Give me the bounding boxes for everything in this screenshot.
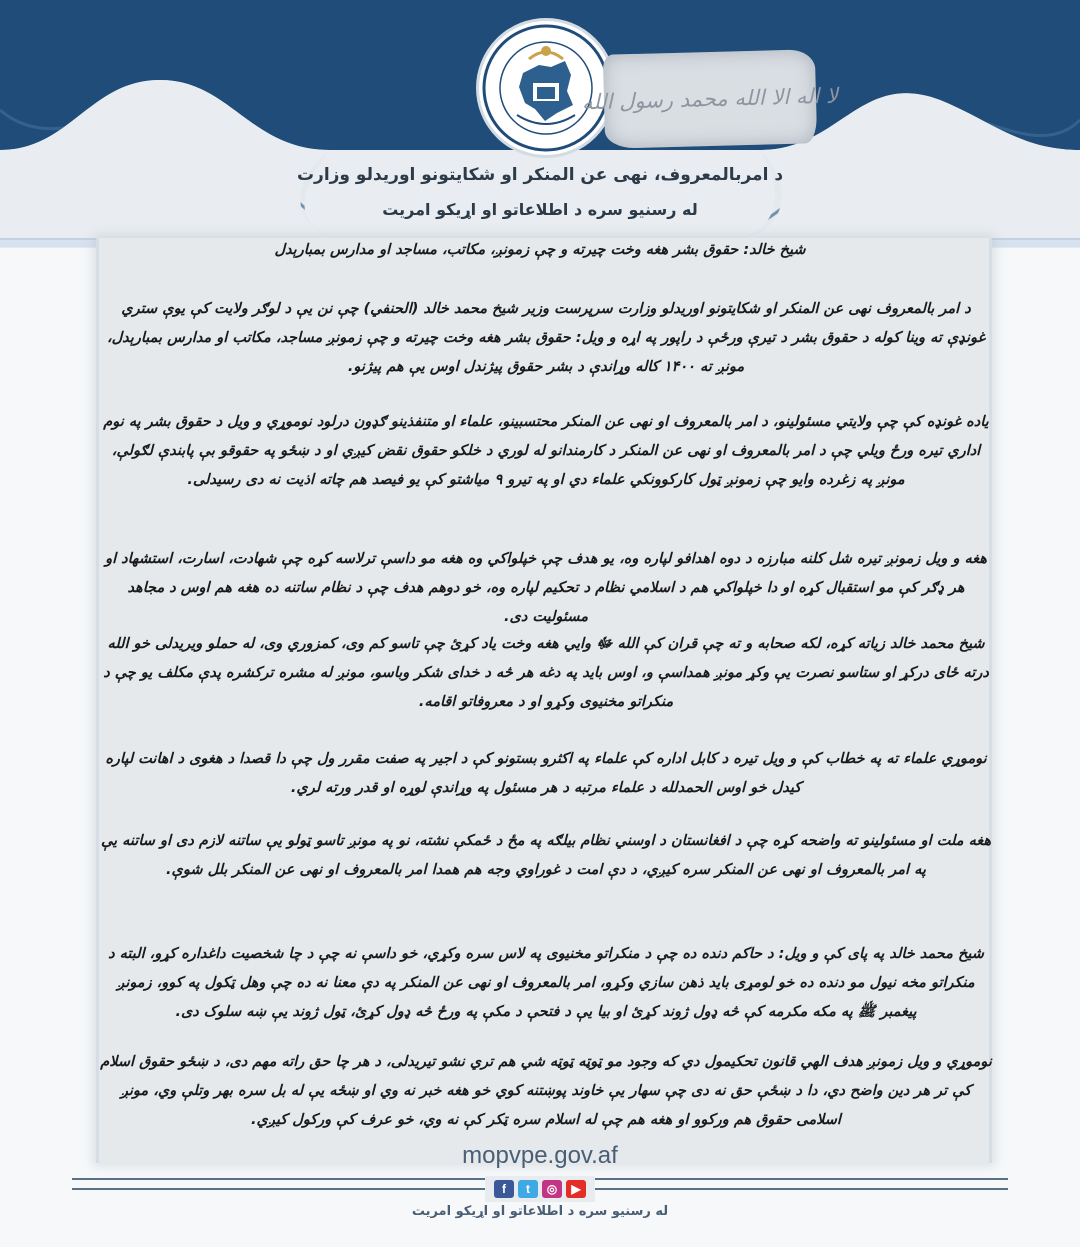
paragraph-4: شيخ محمد خالد زياته کړه، لکه صحابه و ته چې قران کې الله ﷻ وايي هغه وخت ياد کړئ چې تاسو کم وی، کمزوري وی، له حملو ويريدلی خو الله درته ځای درکړ او ستاسو نصرت يې وکړ مونږ همداسې و، اوس بايد په دغه هر څه د خدای شکر وباسو، مونږ له مشره ترکشره پدې مکلف يو چې د منکراتو مخنيوی وکړو او د معروفاتو اقامه. [103,636,989,710]
paragraph-5: نوموړي علماء ته په خطاب کې و ويل تيره د کابل اداره کې علماء په اکثرو بستونو کې د اجير په صفت مقرر ول چې دا قصدا د هغوی د اهانت لپاره کيدل خو اوس الحمدلله د علماء مرتبه د هر مسئول په وړاندې لوړه او قدر ورته لري. [105,751,987,796]
flag [581,49,839,149]
paragraph-1: د امر بالمعروف نهی عن المنکر او شکايتونو اوريدلو وزارت سرپرست وزير شيخ محمد خالد (الحنفي) چې نن يې د لوګر ولايت کې یوې ستري غونډې ته وينا کوله د حقوق بشر د تيرې ورځې د راپور په اړه و ويل: حقوق بشر هغه وخت چيرته و چې زمونږ مساجد، مکاتب او مدارس بمبارېدل، مونږ ته ۱۴۰۰ کاله وړاندې د بشر حقوق پيژندل اوس يې هم پيژنو. [106,301,986,375]
emblem-icon [479,21,613,155]
footer-directorate: له رسنيو سره د اطلاعاتو او اړيکو امريت [411,1204,669,1219]
paragraph-7: شيخ محمد خالد په پای کې و ويل: د حاکم دنده ده چې د منکراتو مخنيوی په لاس سره وکړي، خو داسې نه چې د چا شخصيت داغداره کړو، البته د منکراتو مخه نيول مو دنده ده خو لومړی بايد ذهن سازي وکړو، امر بالمعروف او نهی عن المنکر په دې معنا نه ده چې وهل ټکول په کوو، زمونږ پيغمبر ﷺ په مکه مکرمه کې څه ډول ژوند کړئ او بيا يې د فتحې د مکې په ورځ څه ډول کړئ، ټول ژوند يې ښه سلوک دی. [108,946,984,1020]
website-link[interactable]: mopvpe.gov.af [462,1142,618,1169]
paragraph-8: نوموړي و ويل زمونږ هدف الهي قانون تحکيمول دي که وجود مو ټوټه ټوټه شي هم تري نشو تيريدلی، د هر چا حق راته مهم دی، د ښځو حقوق اسلام کې تر هر دين واضح دي، دا د ښځې حق نه دی چې سهار يې خاوند پوښتنه کوي خو هغه خبر نه وي او ښځه يې له بل سره بهر وتلې وي، مونږ اسلامی حقوق هم ورکوو او هغه هم چې له اسلام سره ټکر کې نه وي، خو عرف کې ورکول کيږي. [100,1054,992,1128]
article-headline: شیخ خالد: حقوق بشر هغه وخت چیرته و چې زمونږ، مکاتب، مساجد او مدارس بمبارېدل [274,242,806,258]
youtube-icon[interactable]: ▶ [566,1180,586,1198]
paragraph-6: هغه ملت او مسئولينو ته واضحه کړه چې د افغانستان د اوسني نظام بيلګه په مځ د ځمکې نشته، نو په مونږ تاسو ټولو يې ساتنه لازم دی او ساتنه يې په امر بالمعروف او نهی عن المنکر سره کيږي، د دې امت د غوراوي وجه هم همدا امر بالمعروف او نهی عن المنکر بلل شوې. [100,833,992,878]
header-banner [0,0,1080,248]
ministry-title: د امربالمعروف، نهی عن المنکر او شکایتونو اوریدلو وزارت [296,165,784,185]
instagram-icon[interactable]: ◎ [542,1180,562,1198]
paragraph-2: ياده غونډه کې چې ولايتي مسئولينو، د امر بالمعروف او نهی عن المنکر محتسبينو، علماء او متنفذينو ګډون درلود نوموړي و ويل د حقوق بشر په نوم اداري تيره ورځ ويلي چې د امر بالمعروف او نهی عن المنکر د کارمندانو له لوري د خلکو حقوق نقض کيږي او د ښځو په حقوقو بې پابندې لګولې، مونږ په زغرده وايو چې زمونږ ټول کارکوونکي علماء دي او په تيرو ۹ مياشتو کې يو فيصد هم چاته اذيت نه دی رسيدلی. [103,414,989,488]
twitter-icon[interactable]: t [518,1180,538,1198]
directorate-title: له رسنيو سره د اطلاعاتو او اړيکو امريت [382,200,698,219]
flag-text: لا اله الا الله محمد رسول الله [581,83,839,115]
paragraph-3: هغه و ويل زمونږ تيره شل کلنه مبارزه د دوه اهدافو لپاره وه، يو هدف چې خپلواکي وه هغه مو داسې ترلاسه کړه چې شهادت، اسارت، استشهاد او هر ډګر کې مو استقبال کړه او دا خپلواکي هم د اسلامي نظام د تحکيم لپاره وه، خو دوهم هدف چې د نظام ساتنه ده هغه هم اوس د مجاهد مسئوليت دی. [105,551,987,625]
ministry-logo [476,18,616,158]
facebook-icon[interactable]: f [494,1180,514,1198]
social-links [485,1176,595,1202]
